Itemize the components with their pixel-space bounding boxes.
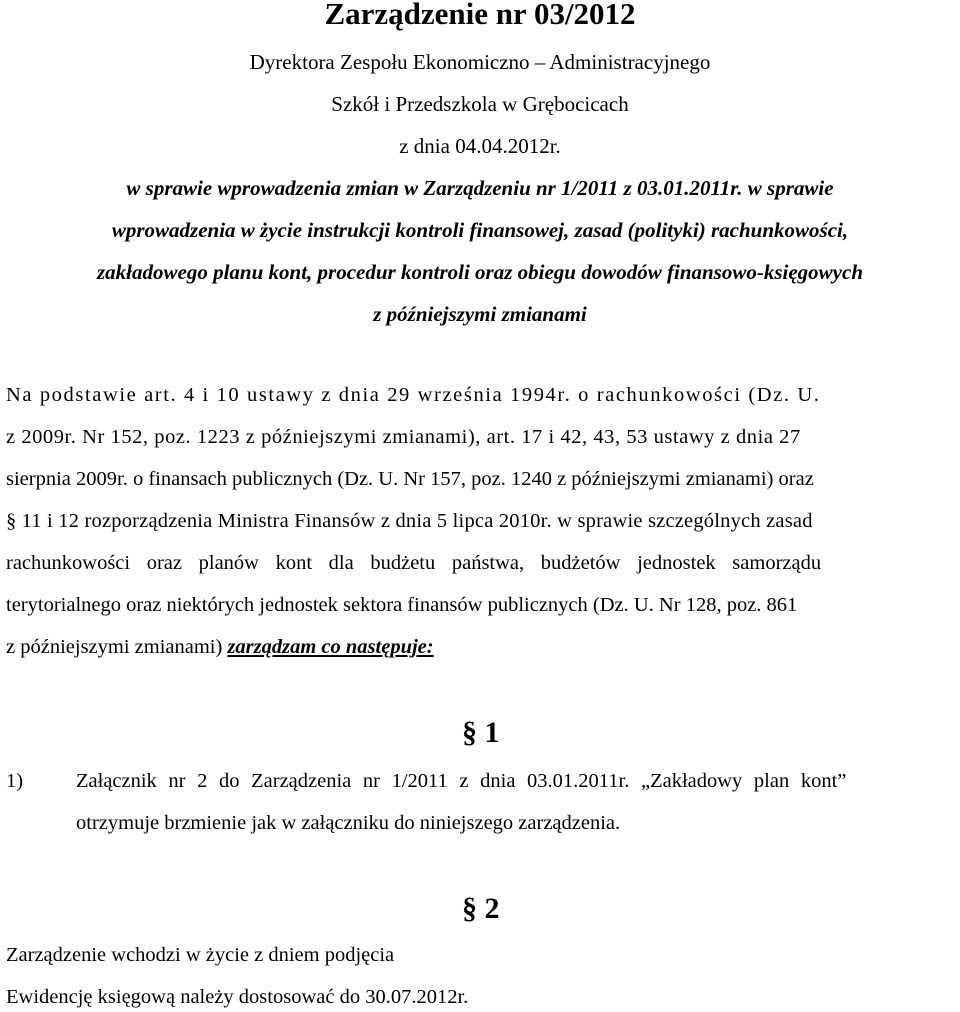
- basis-line-3: sierpnia 2009r. o finansach publicznych (Dz. U. Nr 157, poz. 1240 z późniejszymi zmianami) oraz: [6, 468, 814, 490]
- basis-line-4-text: 11 i 12 rozporządzenia Ministra Finansów z dnia 5 lipca 2010r. w sprawie szczególnych zasad: [16, 510, 813, 532]
- document-title: Zarządzenie nr 03/2012: [324, 0, 636, 31]
- item-line-1: Załącznik nr 2 do Zarządzenia nr 1/2011 z dnia 03.01.2011r. „Zakładowy plan kont”: [76, 770, 847, 792]
- subject-line-1: w sprawie wprowadzenia zmian w Zarządzeniu nr 1/2011 z 03.01.2011r. w sprawie: [126, 176, 834, 200]
- subject-line-4: z późniejszymi zmianami: [373, 302, 587, 326]
- basis-line-1: Na podstawie art. 4 i 10 ustawy z dnia 29 września 1994r. o rachunkowości (Dz. U.: [6, 384, 821, 406]
- effective-date-line: Zarządzenie wchodzi w życie z dniem podjęcia: [6, 944, 395, 966]
- basis-line-7: [6, 632, 434, 662]
- subject-line-3: zakładowego planu kont, procedur kontroli oraz obiegu dowodów finansowo-księgowych: [96, 260, 864, 284]
- item-number: 1): [6, 770, 24, 792]
- basis-line-2-text: z 2009r. Nr 152, poz. 1223 z późniejszymi zmianami), art. 17 i 42, 43, 53 ustawy z dnia 27: [6, 426, 801, 448]
- section-2-heading: § 2: [462, 892, 500, 925]
- basis-line-2: [6, 422, 801, 452]
- basis-line-7-text: z późniejszymi zmianami): [6, 636, 228, 658]
- enactment-phrase: zarządzam co następuje:: [227, 636, 434, 658]
- item-line-2: otrzymuje brzmienie jak w załączniku do niniejszego zarządzenia.: [76, 812, 621, 834]
- basis-line-4: [6, 506, 813, 536]
- section-1-heading: § 1: [462, 716, 500, 749]
- basis-line-6: terytorialnego oraz niektórych jednostek sektora finansów publicznych (Dz. U. Nr 128, poz. 861: [6, 594, 798, 616]
- paragraph-mark: §: [6, 510, 17, 532]
- issuer-line-1: Dyrektora Zespołu Ekonomiczno – Administracyjnego: [249, 50, 711, 74]
- accounting-deadline-line: Ewidencję księgową należy dostosować do 30.07.2012r.: [6, 986, 469, 1008]
- subject-line-2: wprowadzenia w życie instrukcji kontroli finansowej, zasad (polityki) rachunkowości,: [111, 218, 849, 242]
- issuer-line-2: Szkół i Przedszkola w Grębocicach: [331, 92, 629, 116]
- basis-line-5: rachunkowości oraz planów kont dla budżetu państwa, budżetów jednostek samorządu: [6, 552, 822, 574]
- date-line: z dnia 04.04.2012r.: [399, 134, 561, 158]
